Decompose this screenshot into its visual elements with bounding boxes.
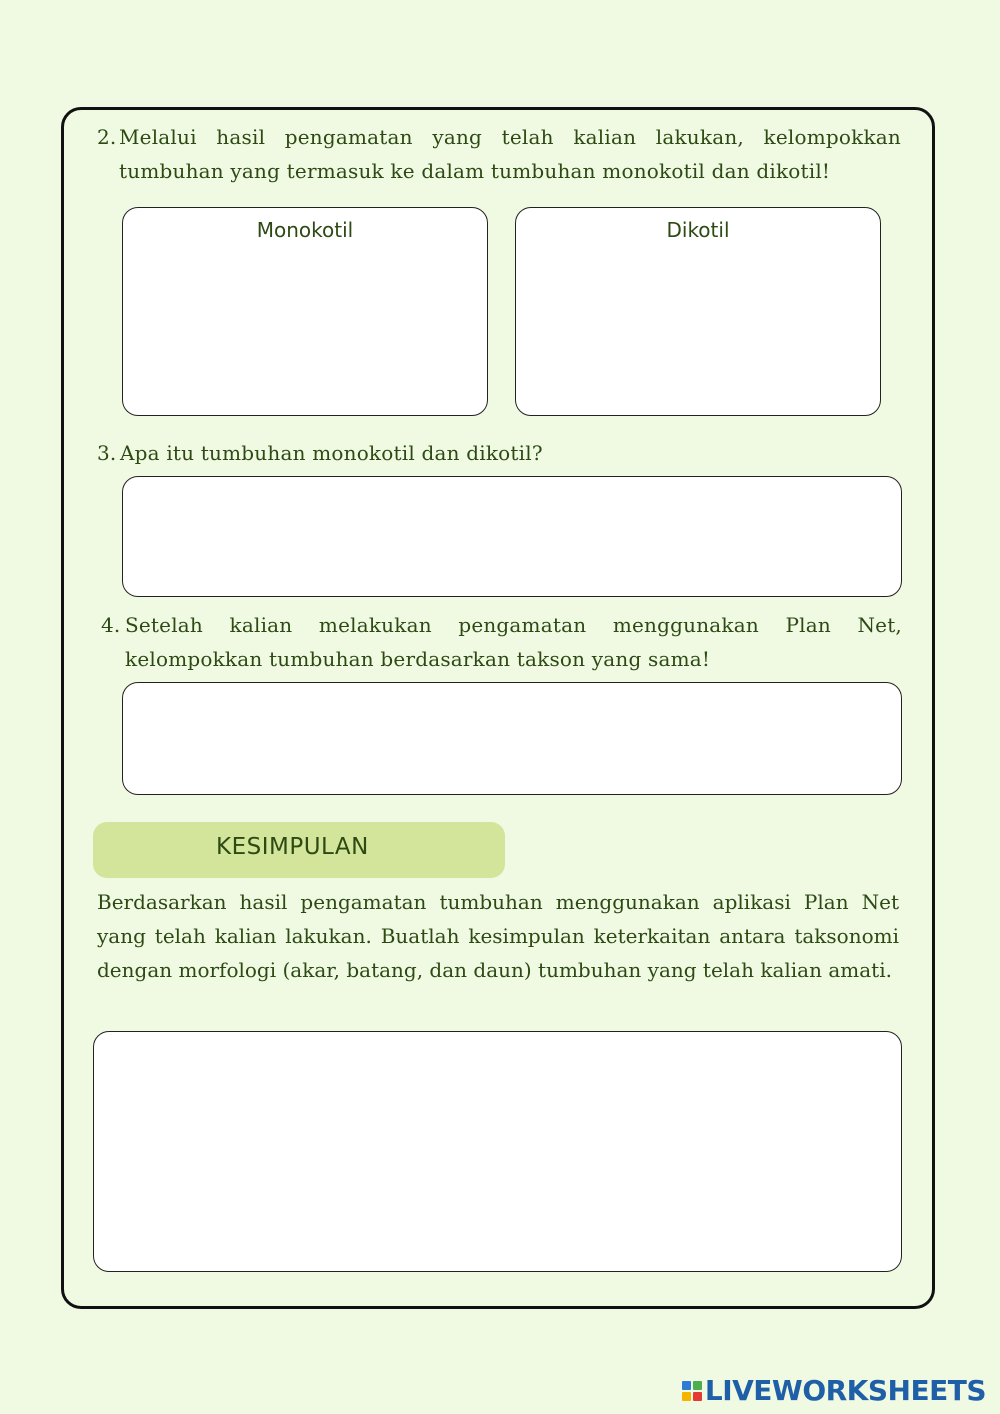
question-4-number: 4. [101, 613, 121, 637]
dikotil-title: Dikotil [666, 218, 730, 242]
question-3-number: 3. [97, 441, 117, 465]
liveworksheets-brand: LIVEWORKSHEETS [704, 1374, 986, 1407]
question-2-text: Melalui hasil pengamatan yang telah kalian lakukan, kelompokkan tumbuhan yang termasuk ke dalam tumbuhan monokotil dan dikotil! [119, 125, 901, 183]
logo-square-3 [682, 1392, 691, 1401]
question-3 [97, 436, 901, 470]
conclusion-instructions: Berdasarkan hasil pengamatan tumbuhan menggunakan aplikasi Plan Net yang telah kalian lakukan. Buatlah kesimpulan keterkaitan antara taksonomi dengan morfologi (akar, batang, dan daun) tumbuhan yang telah kalian amati. [97, 890, 899, 982]
question-2 [97, 120, 901, 188]
question-4-text: Setelah kalian melakukan pengamatan menggunakan Plan Net, kelompokkan tumbuhan berdasarkan takson yang sama! [125, 613, 902, 671]
monokotil-title: Monokotil [256, 218, 354, 242]
conclusion-heading-banner [93, 822, 505, 878]
logo-square-4 [693, 1392, 702, 1401]
logo-square-1 [682, 1381, 691, 1390]
question-2-number: 2. [97, 125, 117, 149]
question-3-answer-box[interactable] [122, 476, 902, 597]
question-3-text: Apa itu tumbuhan monokotil dan dikotil? [120, 441, 543, 465]
conclusion-answer-box[interactable] [93, 1031, 902, 1272]
question-4 [101, 608, 902, 676]
logo-square-2 [693, 1381, 702, 1390]
question-4-answer-box[interactable] [122, 682, 902, 795]
monokotil-answer-box[interactable] [122, 207, 488, 416]
dikotil-answer-box[interactable] [515, 207, 881, 416]
liveworksheets-logo-icon [682, 1381, 702, 1401]
liveworksheets-watermark [682, 1374, 986, 1407]
conclusion-heading: KESIMPULAN [216, 834, 369, 860]
